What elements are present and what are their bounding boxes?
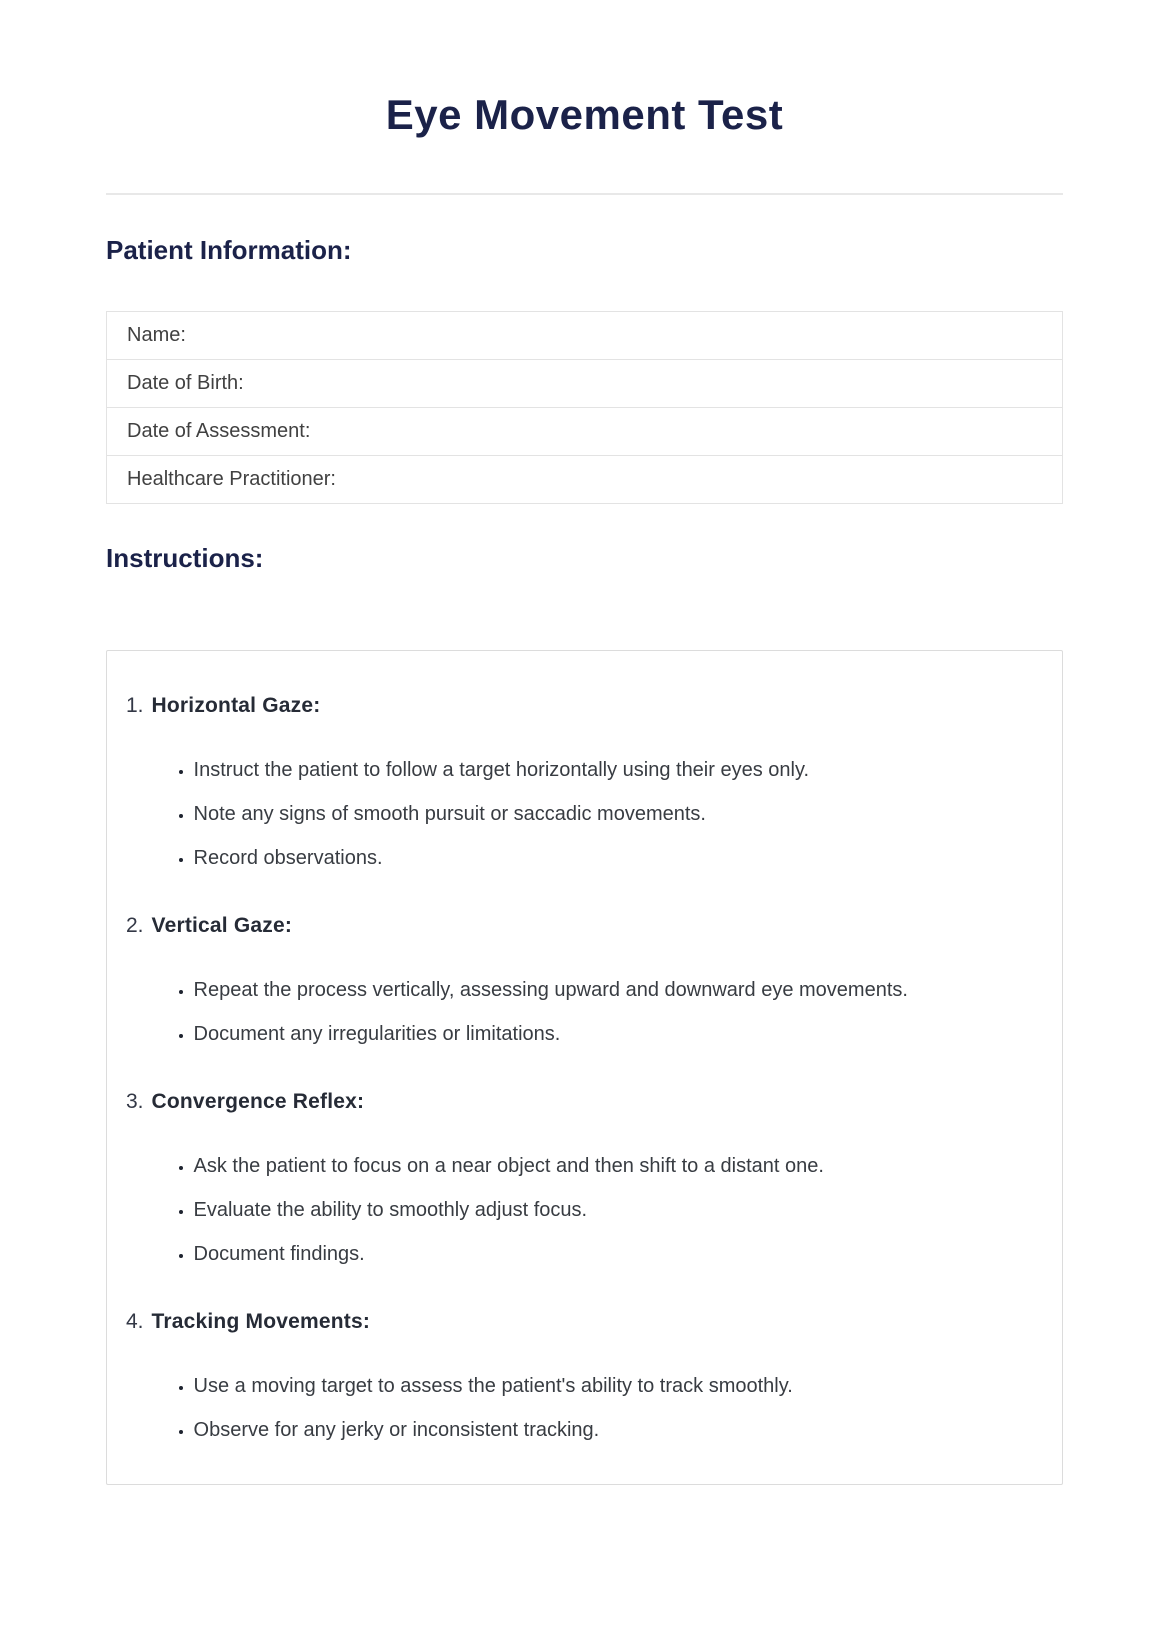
item-number: 1. bbox=[126, 694, 144, 717]
list-item: • Ask the patient to focus on a near object and then shift to a distant one. bbox=[194, 1154, 1032, 1178]
list-item: • Note any signs of smooth pursuit or saccadic movements. bbox=[194, 802, 1032, 826]
document-content bbox=[106, 0, 1063, 1485]
item-title: Horizontal Gaze: bbox=[151, 694, 321, 717]
table-row bbox=[107, 360, 1063, 408]
instruction-item-tracking-movements bbox=[126, 1310, 1032, 1442]
patient-information-heading: Patient Information: bbox=[106, 235, 352, 265]
bullet-list bbox=[152, 758, 1032, 870]
bullet-list bbox=[152, 978, 1032, 1046]
title-divider bbox=[106, 193, 1063, 195]
table-row bbox=[107, 408, 1063, 456]
list-item: • Evaluate the ability to smoothly adjust focus. bbox=[194, 1198, 1032, 1222]
list-item: • Document findings. bbox=[194, 1242, 1032, 1266]
instructions-heading: Instructions: bbox=[106, 543, 264, 573]
list-item: • Instruct the patient to follow a target horizontally using their eyes only. bbox=[194, 758, 1032, 782]
item-title: Convergence Reflex: bbox=[151, 1090, 365, 1113]
item-title: Tracking Movements: bbox=[151, 1310, 371, 1333]
instruction-item-horizontal-gaze bbox=[126, 694, 1032, 870]
list-item: • Repeat the process vertically, assessing upward and downward eye movements. bbox=[194, 978, 1032, 1002]
bullet-list bbox=[152, 1154, 1032, 1266]
list-item: • Document any irregularities or limitations. bbox=[194, 1022, 1032, 1046]
table-row bbox=[107, 456, 1063, 504]
patient-info-table bbox=[106, 311, 1063, 504]
instruction-item-vertical-gaze bbox=[126, 914, 1032, 1046]
instruction-item-convergence-reflex bbox=[126, 1090, 1032, 1266]
field-name: Name: bbox=[107, 312, 1063, 360]
field-date-of-assessment: Date of Assessment: bbox=[107, 408, 1063, 456]
item-number: 4. bbox=[126, 1310, 144, 1333]
field-healthcare-practitioner: Healthcare Practitioner: bbox=[107, 456, 1063, 504]
field-date-of-birth: Date of Birth: bbox=[107, 360, 1063, 408]
instructions-box bbox=[106, 650, 1063, 1485]
page-title: Eye Movement Test bbox=[385, 91, 784, 138]
item-title: Vertical Gaze: bbox=[151, 914, 293, 937]
item-number: 2. bbox=[126, 914, 144, 937]
table-row bbox=[107, 312, 1063, 360]
list-item: • Use a moving target to assess the patient's ability to track smoothly. bbox=[194, 1374, 1032, 1398]
item-number: 3. bbox=[126, 1090, 144, 1113]
list-item: • Observe for any jerky or inconsistent tracking. bbox=[194, 1418, 1032, 1442]
bullet-list bbox=[152, 1374, 1032, 1442]
list-item: • Record observations. bbox=[194, 846, 1032, 870]
